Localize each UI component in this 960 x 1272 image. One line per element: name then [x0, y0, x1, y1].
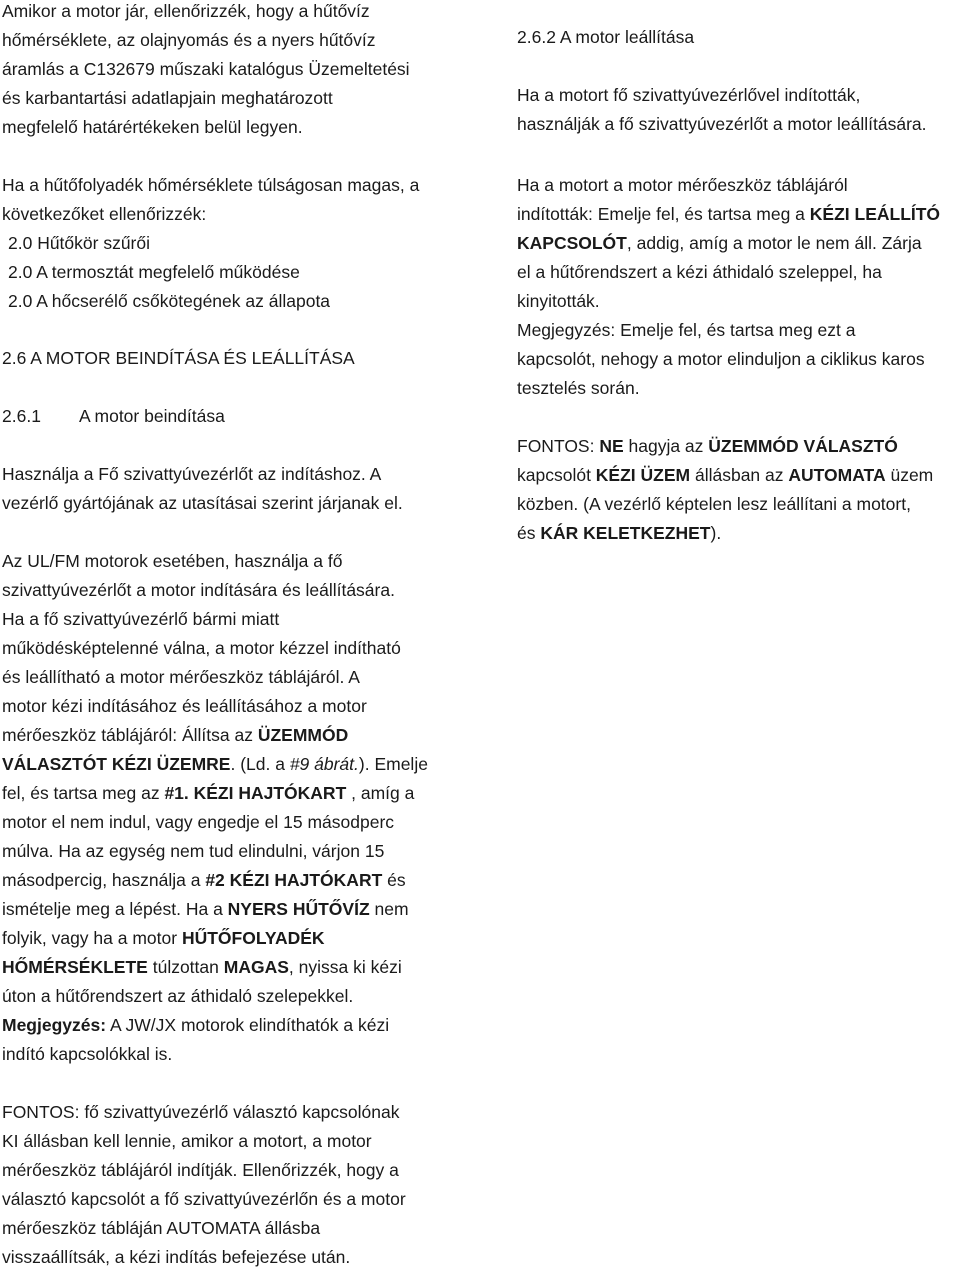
text-line: választó kapcsolót a fő szivattyúvezérlőn és a motor: [2, 1189, 406, 1209]
text-line: másodpercig, használja a #2 KÉZI HAJTÓKART és: [2, 870, 406, 890]
emphasis: KAPCSOLÓT: [517, 233, 627, 253]
text-line: szivattyúvezérlőt a motor indítására és leállítására.: [2, 580, 395, 600]
text-line: VÁLASZTÓT KÉZI ÜZEMRE. (Ld. a #9 ábrát.). Emelje: [2, 754, 428, 774]
text-line: működésképtelenné válna, a motor kézzel indítható: [2, 638, 401, 658]
emphasis: KÉZI LEÁLLÍTÓ: [809, 204, 941, 224]
text-line: megfelelő határértékeken belül legyen.: [2, 117, 303, 137]
emphasis: MAGAS: [223, 957, 289, 977]
emphasis: AUTOMATA: [788, 465, 886, 485]
text-line: Ha a hűtőfolyadék hőmérséklete túlságosan magas, a: [2, 175, 420, 195]
text-line: ismételje meg a lépést. Ha a NYERS HŰTŐVÍZ nem: [2, 899, 409, 919]
emphasis: NYERS HŰTŐVÍZ: [227, 899, 370, 919]
text-line: FONTOS: NE hagyja az ÜZEMMÓD VÁLASZTÓ: [517, 436, 898, 456]
text-line: Megjegyzés: Emelje fel, és tartsa meg ezt a: [517, 320, 856, 340]
section-heading: 2.6 A MOTOR BEINDÍTÁSA ÉS LEÁLLÍTÁSA: [2, 348, 355, 368]
text-line: Ha a fő szivattyúvezérlő bármi miatt: [2, 609, 280, 629]
text-line: használják a fő szivattyúvezérlőt a motor leállítására.: [517, 114, 927, 134]
text-line: HŐMÉRSÉKLETE túlzottan MAGAS, nyissa ki kézi: [2, 957, 402, 977]
text-line: vezérlő gyártójának az utasításai szerint járjanak el.: [2, 493, 403, 513]
text-line: visszaállítsák, a kézi indítás befejezése után.: [2, 1247, 351, 1267]
emphasis: NE: [599, 436, 624, 456]
text-line: hőmérséklete, az olajnyomás és a nyers hűtővíz: [2, 30, 376, 50]
text-line: és leállítható a motor mérőeszköz táblájáról. A: [2, 667, 360, 687]
text-line: áramlás a C132679 műszaki katalógus Üzemeltetési: [2, 59, 410, 79]
check-item: 2.0 A hőcserélő csőkötegének az állapota: [8, 291, 331, 311]
text-line: mérőeszköz táblájáról: Állítsa az ÜZEMMÓD: [2, 725, 349, 745]
text-line: el a hűtőrendszert a kézi áthidaló szeleppel, ha: [517, 262, 882, 282]
check-item: 2.0 Hűtőkör szűrői: [8, 233, 151, 253]
text-line: tesztelés során.: [517, 378, 640, 398]
text-line: mérőeszköz tábláján AUTOMATA állásba: [2, 1218, 321, 1238]
text-line: FONTOS: fő szivattyúvezérlő választó kapcsolónak: [2, 1102, 400, 1122]
text-line: fel, és tartsa meg az #1. KÉZI HAJTÓKART , amíg a: [2, 783, 415, 803]
text-line: motor el nem indul, vagy engedje el 15 másodperc: [2, 812, 395, 832]
check-item: 2.0 A termosztát megfelelő működése: [8, 262, 300, 282]
text-line: közben. (A vezérlő képtelen lesz leállítani a motort,: [517, 494, 911, 514]
text-line: és KÁR KELETKEZHET).: [517, 523, 722, 543]
text-line: Használja a Fő szivattyúvezérlőt az indításhoz. A: [2, 464, 382, 484]
text-line: folyik, vagy ha a motor HŰTŐFOLYADÉK: [2, 928, 325, 948]
figure-reference: #9 ábrát.: [289, 754, 359, 774]
text-line: és karbantartási adatlapjain meghatározott: [2, 88, 333, 108]
subsection-heading: 2.6.2 A motor leállítása: [517, 27, 695, 47]
emphasis: KÁR KELETKEZHET: [540, 523, 711, 543]
emphasis: HŰTŐFOLYADÉK: [181, 928, 325, 948]
emphasis: ÜZEMMÓD: [257, 725, 349, 745]
text-line: Amikor a motor jár, ellenőrizzék, hogy a hűtővíz: [2, 1, 370, 21]
text-line: múlva. Ha az egység nem tud elindulni, várjon 15: [2, 841, 385, 861]
note-label: Megjegyzés:: [2, 1015, 107, 1035]
text-line: kapcsolót, nehogy a motor elinduljon a ciklikus karos: [517, 349, 925, 369]
subsection-number: 2.6.1: [2, 406, 41, 426]
text-line: úton a hűtőrendszert az áthidaló szelepekkel.: [2, 986, 354, 1006]
emphasis: #1. KÉZI HAJTÓKART: [164, 783, 347, 803]
emphasis: HŐMÉRSÉKLETE: [2, 957, 148, 977]
text-line: indították: Emelje fel, és tartsa meg a KÉZI LEÁLLÍTÓ: [517, 204, 941, 224]
text-line: KI állásban kell lennie, amikor a motort, a motor: [2, 1131, 372, 1151]
text-line: következőket ellenőrizzék:: [2, 204, 207, 224]
text-line: Az UL/FM motorok esetében, használja a fő: [2, 551, 343, 571]
subsection-heading: [2, 405, 225, 427]
text-line: Ha a motort fő szivattyúvezérlővel indították,: [517, 85, 861, 105]
text-line: Megjegyzés: A JW/JX motorok elindíthatók a kézi: [2, 1015, 390, 1035]
emphasis: #2 KÉZI HAJTÓKART: [205, 870, 383, 890]
text-line: mérőeszköz táblájáról indítják. Ellenőrizzék, hogy a: [2, 1160, 399, 1180]
text-line: Ha a motort a motor mérőeszköz táblájáról: [517, 175, 848, 195]
subsection-title: A motor beindítása: [78, 406, 225, 426]
text-line: kapcsolót KÉZI ÜZEM állásban az AUTOMATA üzem: [517, 465, 934, 485]
emphasis: ÜZEMMÓD VÁLASZTÓ: [708, 436, 898, 456]
text-line: kinyitották.: [517, 291, 600, 311]
text-line: motor kézi indításához és leállításához a motor: [2, 696, 367, 716]
emphasis: VÁLASZTÓT KÉZI ÜZEMRE: [2, 754, 231, 774]
text-line: indító kapcsolókkal is.: [2, 1044, 173, 1064]
emphasis: KÉZI ÜZEM: [595, 465, 691, 485]
text-line: KAPCSOLÓT, addig, amíg a motor le nem áll. Zárja: [517, 233, 922, 253]
